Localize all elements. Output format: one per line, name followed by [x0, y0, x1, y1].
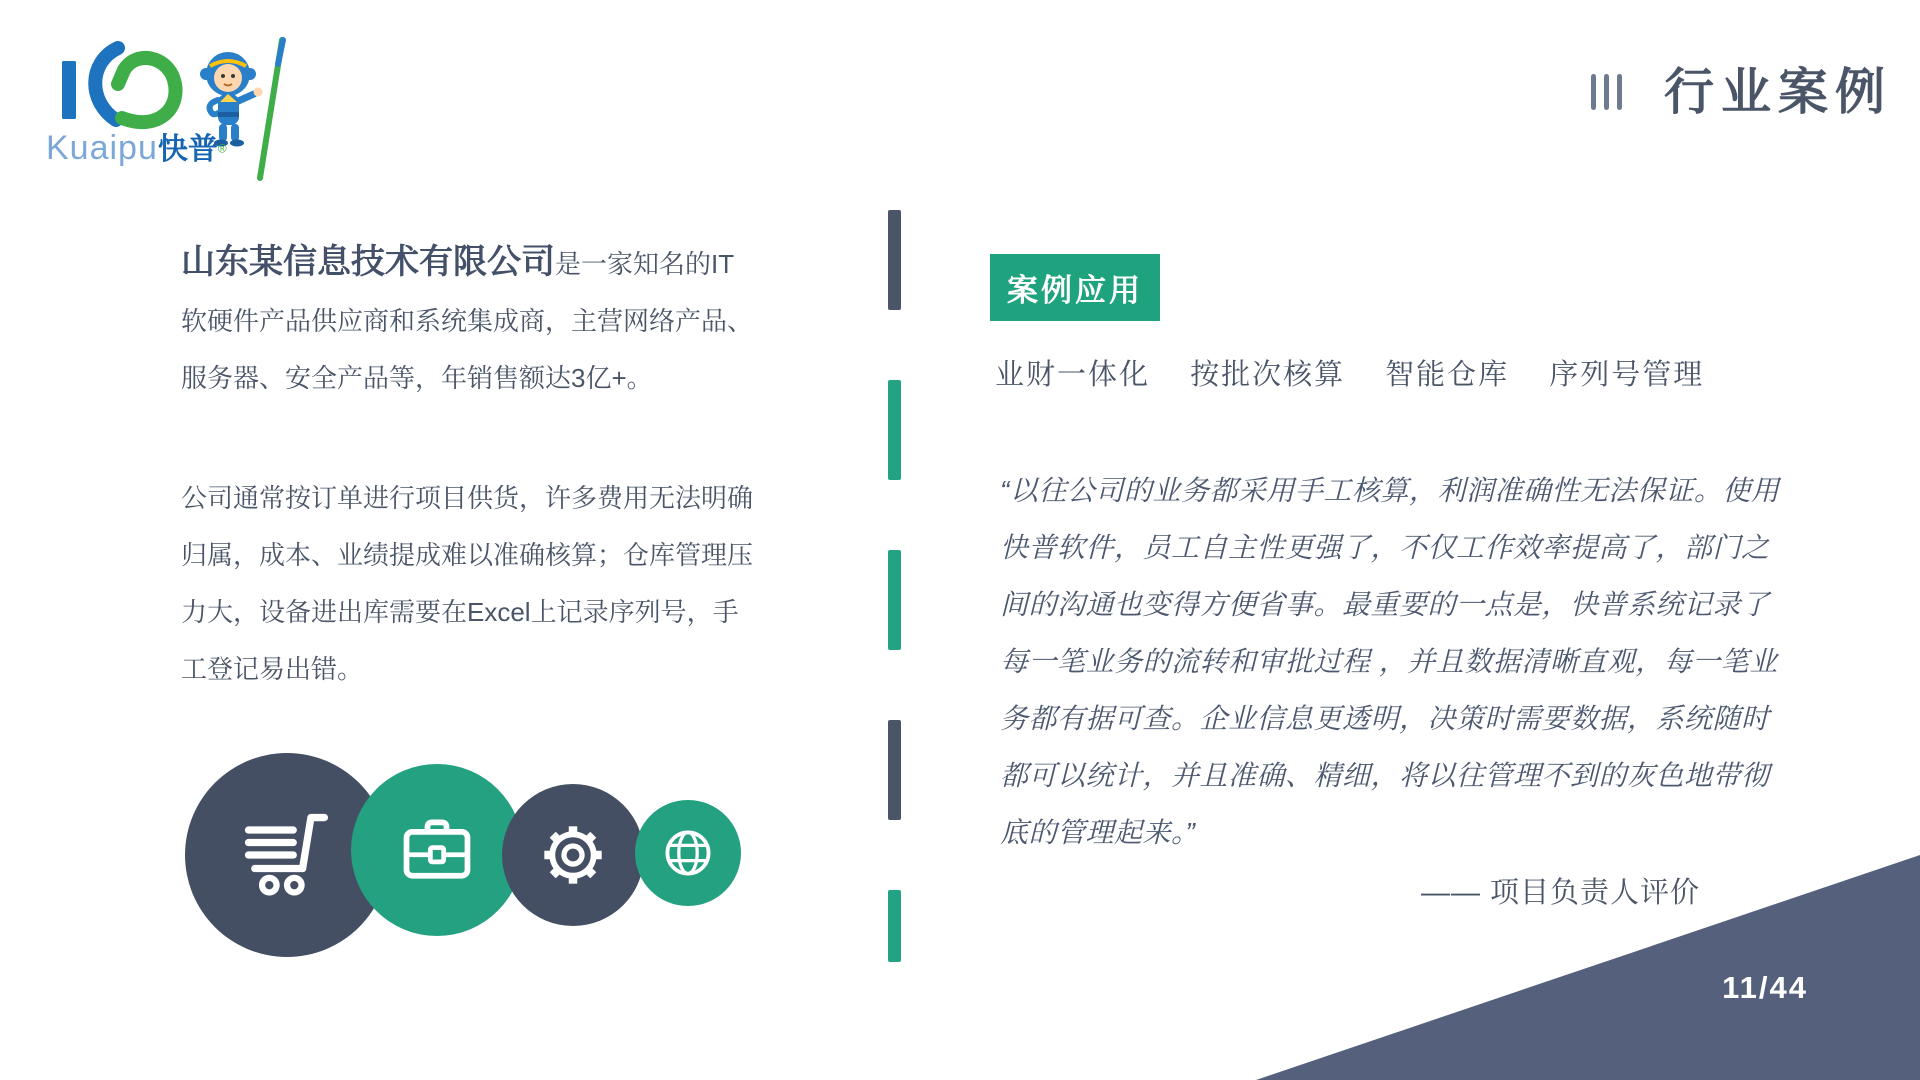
briefcase-icon — [397, 814, 477, 886]
tag-item: 智能仓库 — [1385, 359, 1510, 391]
brand-name — [46, 124, 227, 168]
divider-segment — [888, 720, 901, 820]
company-intro-block — [181, 234, 759, 698]
page-number: 11/44 — [1722, 970, 1808, 1005]
cart-icon — [235, 809, 339, 901]
application-tags — [995, 352, 1734, 393]
briefcase-bubble — [351, 764, 523, 936]
gear-bubble — [502, 784, 644, 926]
company-name: 山东某信息技术有限公司 — [181, 243, 555, 281]
company-intro — [181, 234, 759, 407]
globe-bubble — [635, 800, 741, 906]
divider-segment — [888, 890, 901, 962]
case-application-badge: 案例应用 — [990, 254, 1160, 321]
gear-icon — [539, 821, 607, 889]
divider-segment — [888, 380, 901, 480]
quote-attribution: —— 项目负责人评价 — [1420, 877, 1700, 909]
divider-segment — [888, 550, 901, 650]
company-intro-rest: 是一家知名的IT软硬件产品供应商和系统集成商，主营网络产品、服务器、安全产品等，年销售额达3亿+。 — [181, 249, 754, 393]
three-vertical-bars-icon — [1591, 74, 1622, 110]
page-header — [1591, 52, 1892, 124]
pain-points-paragraph: 公司通常按订单进行项目供货，许多费用无法明确归属，成本、业绩提成难以准确核算；仓库管理压力大，设备进出库需要在Excel上记录序列号，手工登记易出错。 — [181, 483, 754, 684]
brand-latin: Kuaipu — [46, 129, 158, 167]
page-title: 行业案例 — [1664, 64, 1892, 120]
tag-item: 按批次核算 — [1190, 359, 1346, 391]
divider-segment — [888, 210, 901, 310]
tag-item: 业财一体化 — [995, 359, 1151, 391]
globe-icon — [662, 827, 714, 879]
tag-item: 序列号管理 — [1549, 359, 1705, 391]
registered-mark: ® — [217, 141, 227, 156]
brand-cn: 快普 — [157, 133, 218, 166]
customer-quote: “以往公司的业务都采用手工核算，利润准确性无法保证。使用快普软件，员工自主性更强了，不仅工作效率提高了，部门之间的沟通也变得方便省事。最重要的一点是，快普系统记录了每一笔业务的流转和审批过程 ，并且数据清晰直观，每一笔业务都有据可查。企业信息更透明，决策时需要数据，系统随时都可以统计，并且准确、精细，将以往管理不到的灰色地带彻底的管理起来。” — [1000, 475, 1780, 848]
brand-logo — [46, 36, 312, 186]
